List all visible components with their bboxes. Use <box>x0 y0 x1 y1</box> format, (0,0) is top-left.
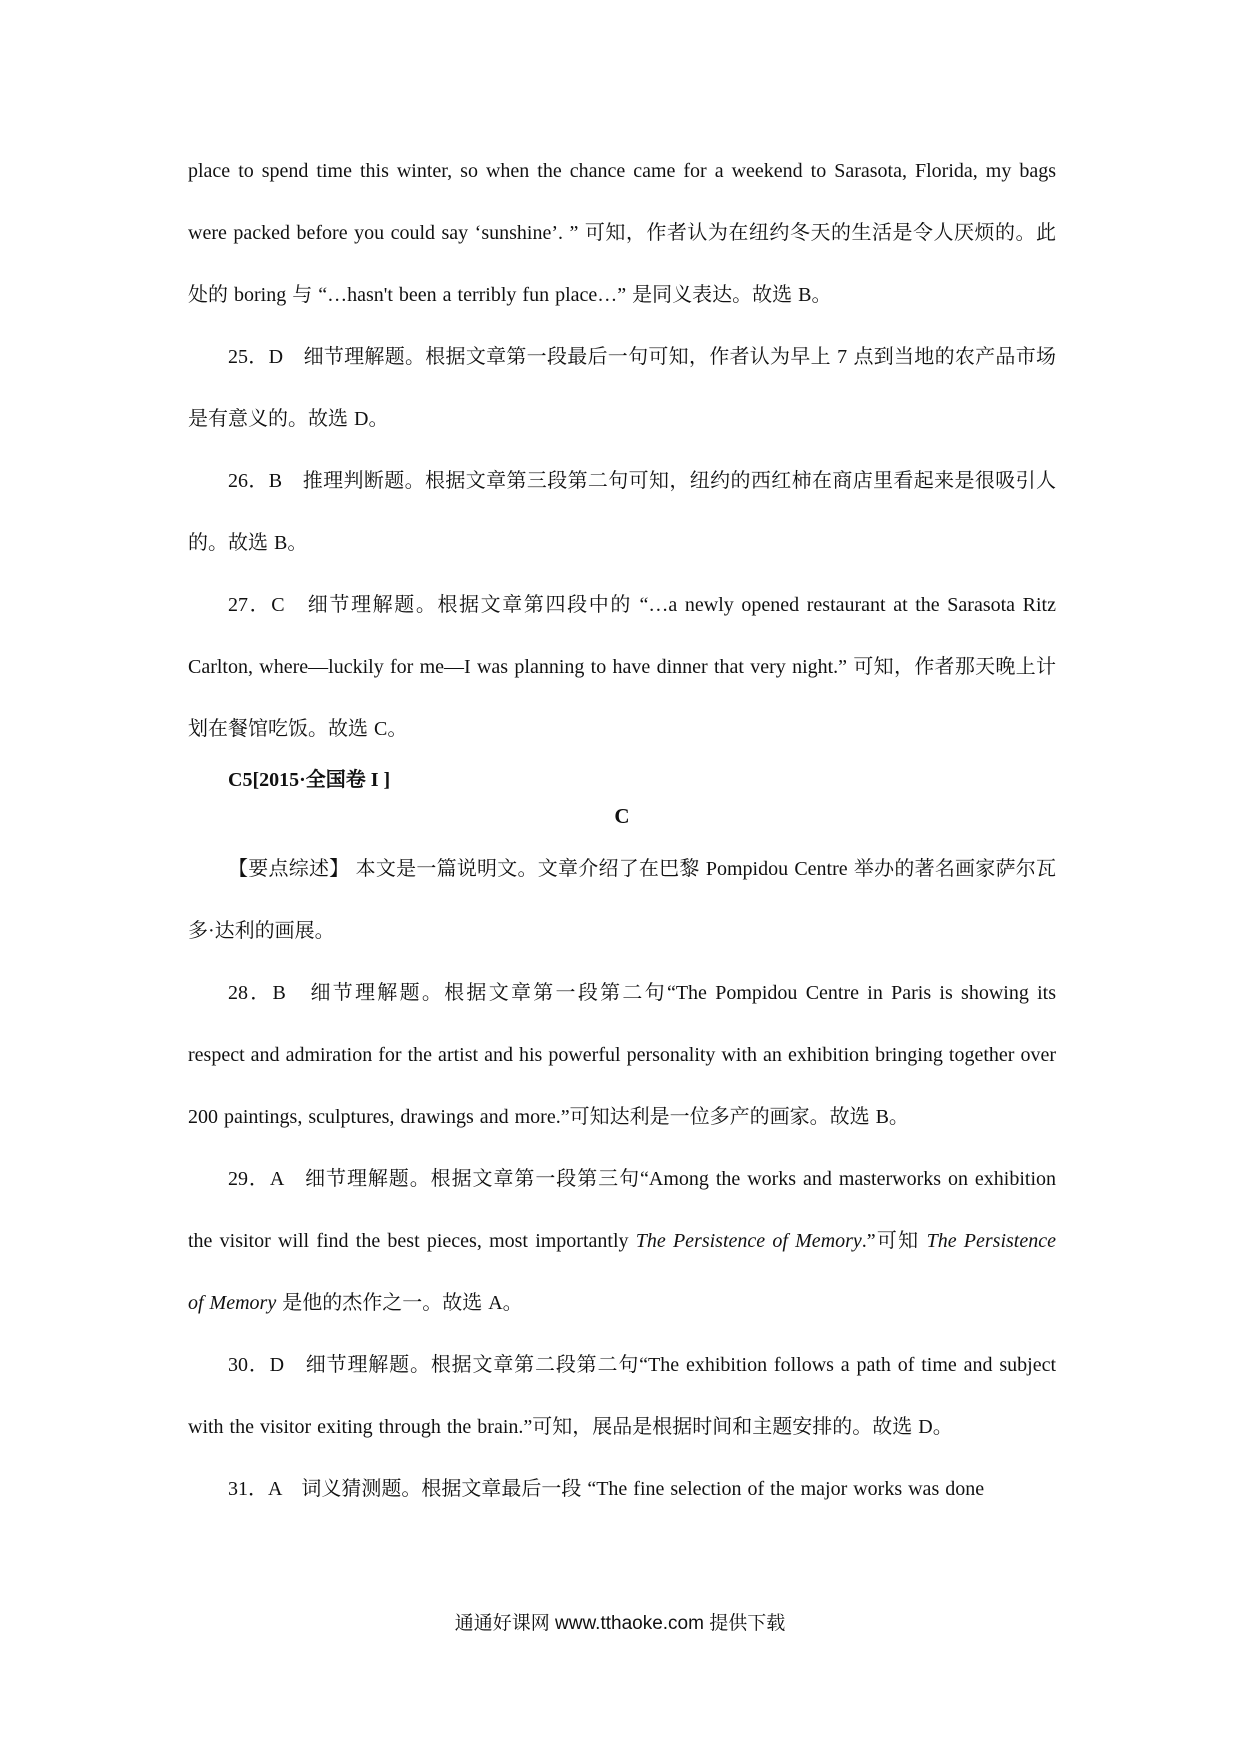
answer-25: 25．D 细节理解题。根据文章第一段最后一句可知，作者认为早上 7 点到当地的农产品市场是有意义的。故选 D。 <box>188 346 1056 430</box>
answer-31: 31．A 词义猜测题。根据文章最后一段 “The fine selection of the major works was done <box>228 1478 985 1500</box>
answer-27: 27．C 细节理解题。根据文章第四段中的 “…a newly opened restaurant at the Sarasota Ritz Carlton, where—luckily for me—I was planning to have dinner that very night.” 可知，作者那天晚上计划在餐馆吃饭。故选 C。 <box>188 594 1056 740</box>
answer-29-part-c: 是他的杰作之一。故选 A。 <box>276 1292 523 1314</box>
source-tag: C5[2015·全国卷 I ] <box>228 769 391 791</box>
answer-28: 28．B 细节理解题。根据文章第一段第二句“The Pompidou Centre in Paris is showing its respect and admiration for the artist and his powerful personality with an exhibition bringing together over 200 paintings, sculptures, drawings and more.”可知达利是一位多产的画家。故选 B。 <box>188 982 1056 1128</box>
answer-30: 30．D 细节理解题。根据文章第二段第二句“The exhibition follows a path of time and subject with the visitor exiting through the brain.”可知，展品是根据时间和主题安排的。故选 D。 <box>188 1354 1056 1438</box>
answer-29-part-b: .”可知 <box>861 1230 927 1252</box>
answer-26: 26．B 推理判断题。根据文章第三段第二句可知，纽约的西红柿在商店里看起来是很吸引人的。故选 B。 <box>188 470 1056 554</box>
work-title-italic: The Persistence of Memory <box>635 1230 862 1252</box>
answer-29 <box>188 1148 1056 1334</box>
page-footer: 通通好课网 www.tthaoke.com 提供下载 <box>454 1613 786 1634</box>
answer-29-part-a: 29．A 细节理解题。根据文章第一段第三句“Among the works and masterworks on exhibition the visitor will find the best pieces, most importantly <box>188 1168 1056 1252</box>
document-body <box>188 140 1056 1520</box>
work-title-italic-2: The Persistence of Memory <box>188 1230 1056 1314</box>
section-title: C <box>614 804 630 828</box>
summary-paragraph: 【要点综述】 本文是一篇说明文。文章介绍了在巴黎 Pompidou Centre 举办的著名画家萨尔瓦多·达利的画展。 <box>188 858 1056 942</box>
paragraph-intro: place to spend time this winter, so when the chance came for a weekend to Sarasota, Florida, my bags were packed before you could say ‘sunshine’. ” 可知，作者认为在纽约冬天的生活是令人厌烦的。此处的 boring 与 “…hasn't been a terribly fun place…” 是同义表达。故选 B。 <box>188 160 1056 306</box>
